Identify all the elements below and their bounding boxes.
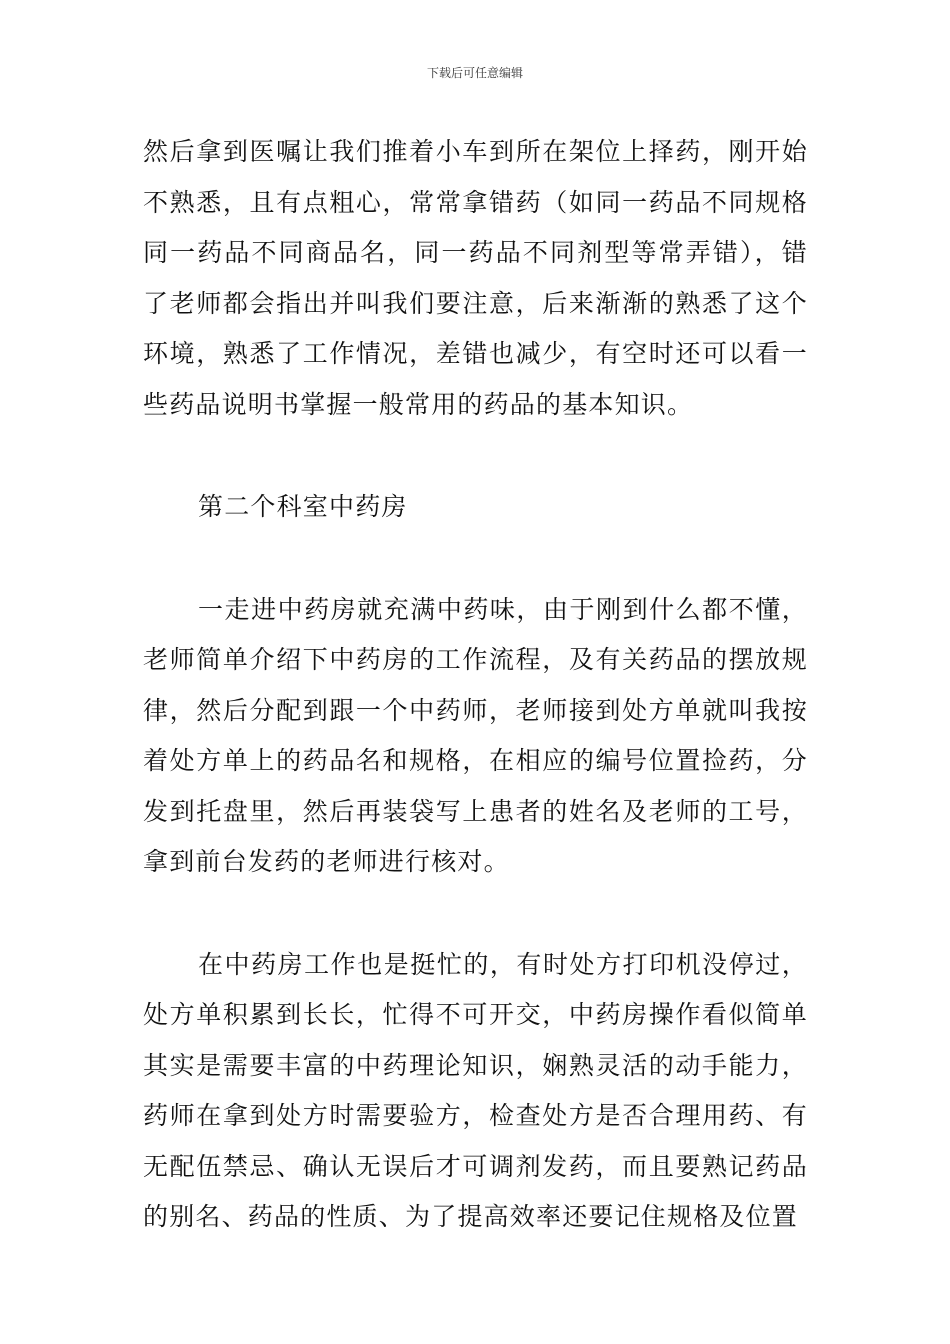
paragraph: 一走进中药房就充满中药味，由于刚到什么都不懂，老师简单介绍下中药房的工作流程，及有关药品的摆放规律，然后分配到跟一个中药师，老师接到处方单就叫我按着处方单上的药品名和规格，在相应的编号位置捡药，分发到托盘里，然后再装袋写上患者的姓名及老师的工号，拿到前台发药的老师进行核对。 [143, 594, 808, 876]
section-heading: 第二个科室中药房 [198, 492, 408, 521]
paragraph-spacer [143, 430, 808, 482]
page-header: 下载后可任意编辑 [426, 66, 523, 80]
paragraph-spacer [143, 533, 808, 585]
paragraph-continuation: 然后拿到医嘱让我们推着小车到所在架位上择药，刚开始不熟悉，且有点粗心，常常拿错药（如同一药品不同规格同一药品不同商品名，同一药品不同剂型等常弄错），错了老师都会指出并叫我们要注意，后来渐渐的熟悉了这个环境，熟悉了工作情况，差错也减少，有空时还可以看一些药品说明书掌握一般常用的药品的基本知识。 [143, 137, 808, 419]
paragraph: 在中药房工作也是挺忙的，有时处方打印机没停过，处方单积累到长长，忙得不可开交，中药房操作看似简单其实是需要丰富的中药理论知识，娴熟灵活的动手能力，药师在拿到处方时需要验方，检查处方是否合理用药、有无配伍禁忌、确认无误后才可调剂发药，而且要熟记药品的别名、药品的性质、为了提高效率还要记住规格及位置 [143, 949, 808, 1231]
paragraph-spacer [143, 888, 808, 940]
document-body [143, 127, 808, 1243]
